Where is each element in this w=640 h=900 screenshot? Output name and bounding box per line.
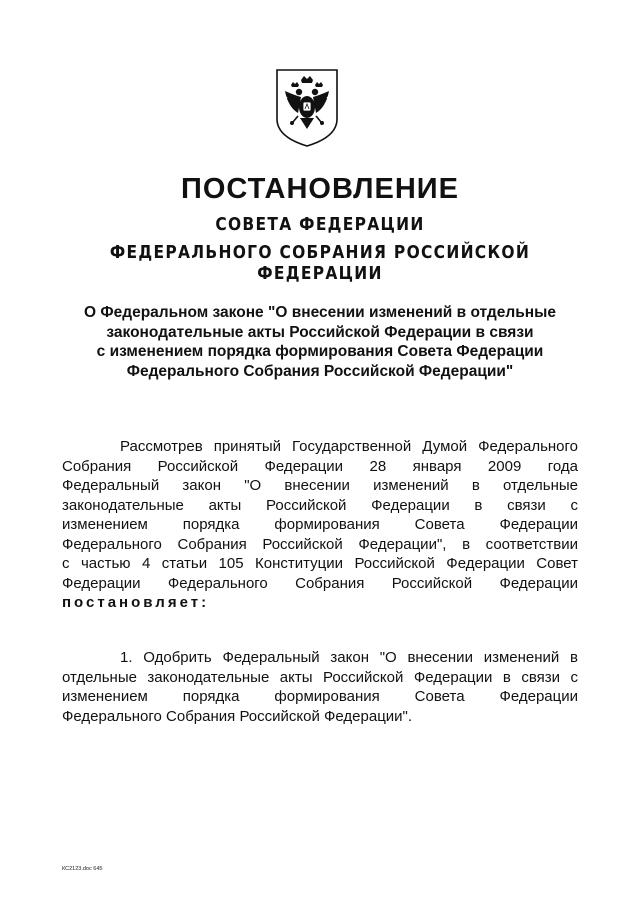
resolves-word: постановляет: — [62, 594, 210, 611]
subject-line: Федерального Собрания Российской Федерации" — [126, 362, 514, 380]
coat-of-arms-icon — [274, 67, 340, 149]
paragraph-line: отдельные законодательные акты Российской Федерации в связи с — [62, 668, 578, 686]
document-file-code: КС2123.doc 645 — [62, 866, 103, 872]
paragraph-line: Рассмотрев принятый Государственной Думой Федерального — [120, 438, 578, 455]
paragraph-line: законодательные акты Российской Федерации в связи с — [62, 496, 578, 514]
paragraph-line: Федерации Федерального Собрания Российской Федерации — [62, 574, 578, 592]
paragraph-line: Федерального Собрания Российской Федерации". — [62, 707, 413, 725]
paragraph-line: изменением порядка формирования Совета Федерации — [62, 688, 578, 705]
preamble-paragraph — [62, 437, 578, 613]
subject-line: законодательные акты Российской Федерации в связи — [106, 323, 534, 341]
paragraph-line: Собрания Российской Федерации 28 января 2009 года — [62, 457, 578, 475]
paragraph-line: 1. Одобрить Федеральный закон "О внесении изменений в — [120, 649, 578, 666]
subject-line: с изменением порядка формирования Совета Федерации — [96, 343, 544, 360]
issuing-body-line2: ФЕДЕРАЛЬНОГО СОБРАНИЯ РОССИЙСКОЙ ФЕДЕРАЦИИ — [109, 242, 531, 284]
document-title: ПОСТАНОВЛЕНИЕ — [181, 173, 459, 205]
resolution-subject — [50, 303, 590, 381]
issuing-body-line1: СОВЕТА ФЕДЕРАЦИИ — [215, 214, 425, 235]
paragraph-line: Федерального Собрания Российской Федерации", в соответствии — [62, 535, 578, 553]
paragraph-line: Федеральный закон "О внесении изменений в отдельные — [62, 477, 578, 494]
paragraph-line: изменением порядка формирования Совета Федерации — [62, 516, 578, 533]
subject-line: О Федеральном законе "О внесении изменений в отдельные — [84, 304, 556, 321]
paragraph-line: с частью 4 статьи 105 Конституции Российской Федерации Совет — [62, 555, 578, 572]
resolution-item-1 — [62, 648, 578, 726]
